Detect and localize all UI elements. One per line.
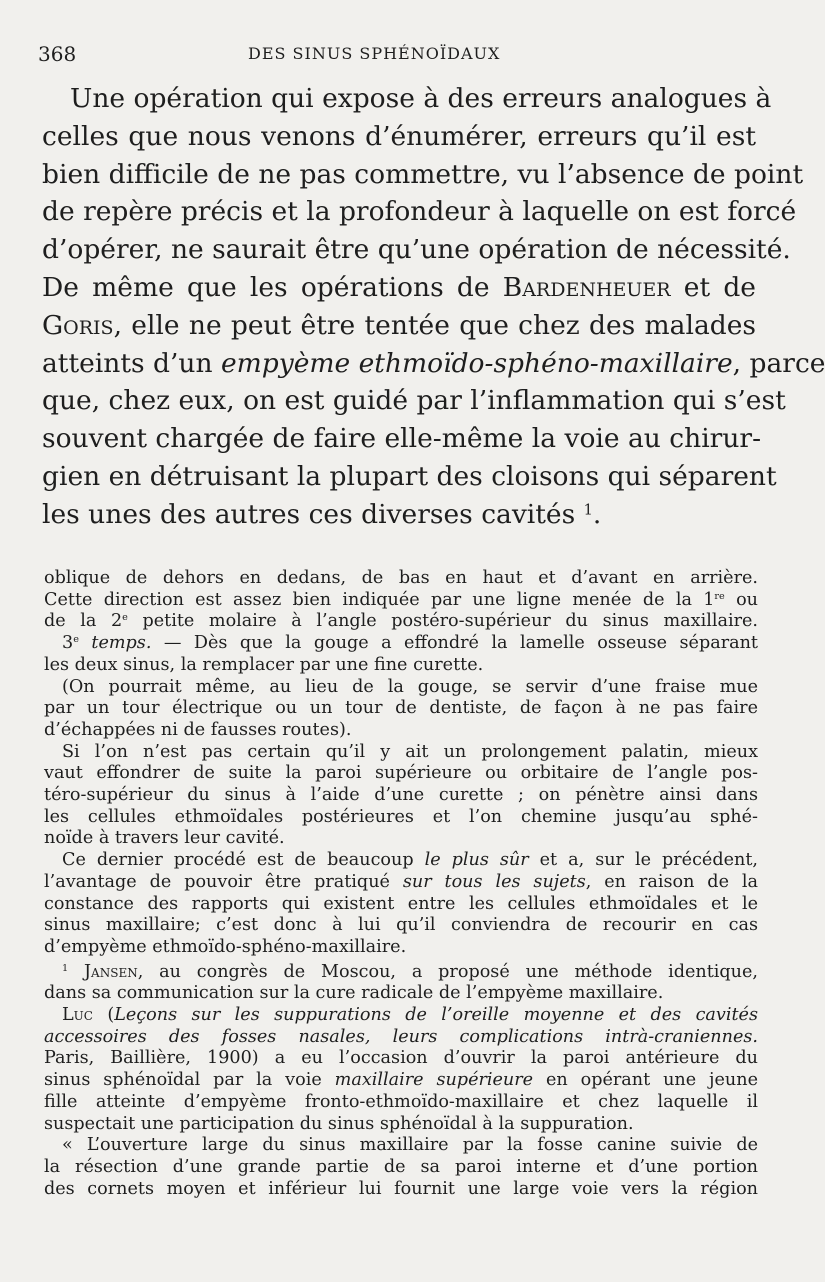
main-line: De même que les opérations de Bardenheuer et de — [42, 271, 756, 303]
body-line: sinus maxillaire; c’est donc à lui qu’il conviendra de recourir en cas — [44, 915, 758, 936]
running-title: DES SINUS SPHÉNOÏDAUX — [248, 44, 501, 63]
footnote-line: fille atteinte d’empyème fronto-ethmoïdo-maxillaire et chez laquelle il — [44, 1091, 758, 1112]
footnote-line: accessoires des fosses nasales, leurs complications intrà-craniennes. — [44, 1026, 758, 1047]
main-line: d’opérer, ne saurait être qu’une opération de nécessité. — [42, 234, 791, 266]
footnote-line: la résection d’une grande partie de sa paroi interne et d’une portion — [44, 1156, 758, 1177]
body-line: de la 2e petite molaire à l’angle postéro-supérieur du sinus maxillaire. — [44, 611, 758, 632]
body-line: Si l’on n’est pas certain qu’il y ait un prolongement palatin, mieux — [62, 741, 758, 762]
main-line: de repère précis et la profondeur à laquelle on est forcé — [42, 196, 797, 228]
footnote-line: « L’ouverture large du sinus maxillaire par la fosse canine suivie de — [62, 1135, 758, 1156]
footnote-line: sinus sphénoïdal par la voie maxillaire supérieure en opérant une jeune — [44, 1070, 758, 1091]
footnote-line: Paris, Baillière, 1900) a eu l’occasion d’ouvrir la paroi antérieure du — [44, 1048, 758, 1069]
main-line: souvent chargée de faire elle-même la voie au chirur- — [42, 423, 762, 455]
body-line: 3e temps. — Dès que la gouge a effondré la lamelle osseuse séparant — [62, 633, 759, 654]
body-line: d’empyème ethmoïdo-sphéno-maxillaire. — [44, 936, 407, 957]
author-name: Goris — [42, 309, 114, 341]
running-header — [38, 42, 758, 70]
body-line: d’échappées ni de fausses routes). — [44, 719, 352, 740]
body-line: noïde à travers leur cavité. — [44, 828, 285, 849]
footnote-line: des cornets moyen et inférieur lui fournit une large voie vers la région — [44, 1178, 758, 1199]
main-line: bien difficile de ne pas commettre, vu l’absence de point — [42, 158, 804, 190]
italic-term: empyème ethmoïdo-sphéno-maxillaire — [220, 347, 733, 379]
main-line: gien en détruisant la plupart des cloisons qui séparent — [42, 460, 777, 492]
body-line: téro-supérieur du sinus à l’aide d’une curette ; on pénètre ainsi dans — [44, 785, 758, 806]
body-line: Ce dernier procédé est de beaucoup le plus sûr et a, sur le précédent, — [62, 850, 758, 871]
main-line: Une opération qui expose à des erreurs analogues à — [70, 83, 772, 114]
main-line: atteints d’un empyème ethmoïdo-sphéno-maxillaire, parce — [42, 347, 825, 379]
footnote-line: $^1$ Jansen, au congrès de Moscou, a proposé une méthode identique, — [62, 961, 758, 982]
main-line: les unes des autres ces diverses cavités $^1$. — [42, 498, 602, 530]
body-line: l’avantage de pouvoir être pratiqué sur tous les sujets, en raison de la — [44, 871, 759, 892]
footnote-line: Luc (Leçons sur les suppurations de l’oreille moyenne et des cavités — [62, 1005, 758, 1026]
body-line: les cellules ethmoïdales postérieures et l’on chemine jusqu’au sphé- — [44, 806, 758, 827]
body-line: les deux sinus, la remplacer par une fine curette. — [44, 654, 484, 675]
body-line: constance des rapports qui existent entre les cellules ethmoïdales et le — [44, 893, 758, 914]
small-text-block — [44, 568, 758, 1200]
author-name: Bardenheuer — [502, 271, 671, 303]
footnote-line: dans sa communication sur la cure radicale de l’empyème maxillaire. — [44, 983, 664, 1004]
main-line: Goris, elle ne peut être tentée que chez des malades — [42, 309, 756, 341]
body-line: vaut effondrer de suite la paroi supérieure ou orbitaire de l’angle pos- — [44, 763, 758, 784]
body-line: Cette direction est assez bien indiquée par une ligne menée de la 1re ou — [44, 589, 758, 610]
main-line: celles que nous venons d’énumérer, erreurs qu’il est — [42, 120, 756, 152]
body-line: par un tour électrique ou un tour de dentiste, de façon à ne pas faire — [44, 698, 758, 719]
body-line: oblique de dehors en dedans, de bas en haut et d’avant en arrière. — [44, 568, 758, 588]
body-line: (On pourrait même, au lieu de la gouge, se servir d’une fraise mue — [62, 676, 758, 697]
main-line: que, chez eux, on est guidé par l’inflammation qui s’est — [42, 385, 786, 417]
footnote-marker: 1 — [583, 501, 593, 519]
page-number: 368 — [38, 42, 77, 66]
footnote-line: suspectait une participation du sinus sphénoïdal à la suppuration. — [44, 1113, 634, 1134]
main-paragraph — [42, 80, 825, 534]
